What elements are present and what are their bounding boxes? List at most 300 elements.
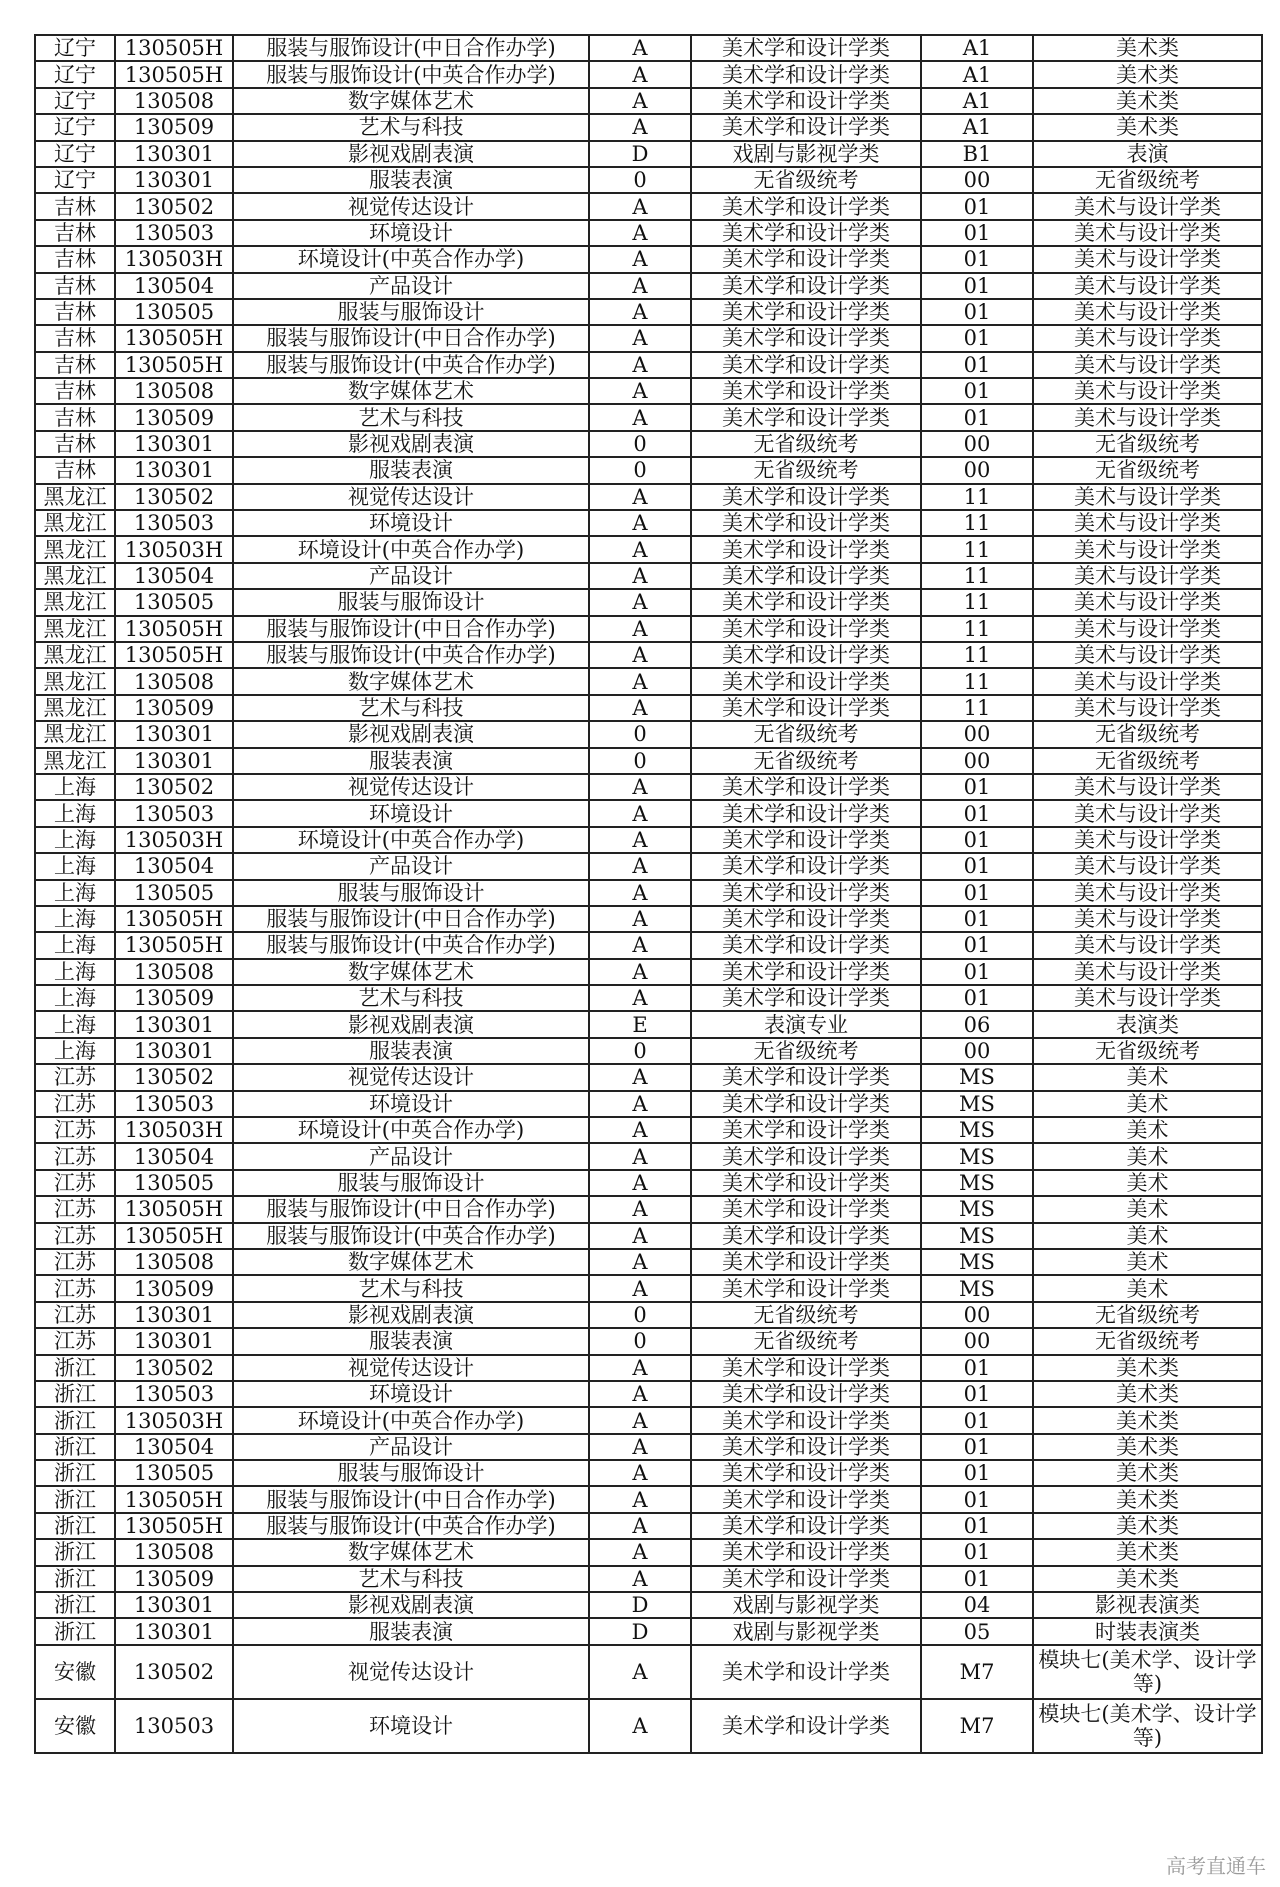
major-code-cell: 130505H [115, 642, 233, 668]
exam-category-cell: 戏剧与影视学类 [691, 141, 921, 167]
category-name-cell: 无省级统考 [1033, 431, 1262, 457]
table-row [35, 616, 1262, 642]
province-cell: 上海 [35, 932, 115, 958]
province-cell: 辽宁 [35, 61, 115, 87]
province-cell: 吉林 [35, 299, 115, 325]
major-code-cell: 130301 [115, 1618, 233, 1644]
category-name-cell: 美术与设计学类 [1033, 352, 1262, 378]
exam-type-cell: A [589, 1566, 691, 1592]
category-name-cell: 美术类 [1033, 1355, 1262, 1381]
category-name-cell: 美术与设计学类 [1033, 695, 1262, 721]
major-code-cell: 130505H [115, 325, 233, 351]
exam-type-cell: A [589, 1196, 691, 1222]
category-code-cell: 11 [921, 668, 1033, 694]
exam-category-cell: 美术学和设计学类 [691, 959, 921, 985]
major-name-cell: 服装表演 [233, 1038, 589, 1064]
category-code-cell: MS [921, 1223, 1033, 1249]
major-code-cell: 130504 [115, 853, 233, 879]
exam-type-cell: A [589, 1275, 691, 1301]
table-row [35, 431, 1262, 457]
table-row [35, 1249, 1262, 1275]
major-code-cell: 130503H [115, 827, 233, 853]
major-name-cell: 服装与服饰设计(中日合作办学) [233, 906, 589, 932]
category-code-cell: 01 [921, 404, 1033, 430]
table-row [35, 1699, 1262, 1753]
major-code-cell: 130503 [115, 510, 233, 536]
major-code-cell: 130508 [115, 1539, 233, 1565]
exam-type-cell: A [589, 510, 691, 536]
category-code-cell: 00 [921, 1328, 1033, 1354]
table-row [35, 906, 1262, 932]
category-name-cell: 美术 [1033, 1091, 1262, 1117]
exam-type-cell: A [589, 932, 691, 958]
exam-type-cell: A [589, 959, 691, 985]
major-name-cell: 视觉传达设计 [233, 1064, 589, 1090]
category-code-cell: 11 [921, 563, 1033, 589]
table-row [35, 510, 1262, 536]
category-code-cell: 00 [921, 1038, 1033, 1064]
exam-type-cell: A [589, 827, 691, 853]
major-name-cell: 服装表演 [233, 748, 589, 774]
major-code-cell: 130505 [115, 1460, 233, 1486]
exam-category-cell: 美术学和设计学类 [691, 1460, 921, 1486]
exam-type-cell: A [589, 1249, 691, 1275]
table-body [35, 35, 1262, 1753]
table-row [35, 827, 1262, 853]
major-code-cell: 130504 [115, 273, 233, 299]
category-code-cell: 01 [921, 1434, 1033, 1460]
major-code-cell: 130301 [115, 721, 233, 747]
province-cell: 安徽 [35, 1699, 115, 1753]
province-cell: 辽宁 [35, 141, 115, 167]
exam-category-cell: 美术学和设计学类 [691, 1699, 921, 1753]
major-name-cell: 视觉传达设计 [233, 193, 589, 219]
major-name-cell: 环境设计 [233, 1381, 589, 1407]
table-row [35, 800, 1262, 826]
province-cell: 黑龙江 [35, 642, 115, 668]
exam-type-cell: E [589, 1011, 691, 1037]
category-name-cell: 表演 [1033, 141, 1262, 167]
exam-category-cell: 美术学和设计学类 [691, 273, 921, 299]
table-row [35, 220, 1262, 246]
exam-type-cell: A [589, 193, 691, 219]
major-name-cell: 环境设计 [233, 220, 589, 246]
exam-type-cell: A [589, 536, 691, 562]
major-name-cell: 服装与服饰设计 [233, 299, 589, 325]
major-name-cell: 数字媒体艺术 [233, 668, 589, 694]
category-name-cell: 无省级统考 [1033, 721, 1262, 747]
category-name-cell: 美术 [1033, 1064, 1262, 1090]
category-code-cell: 01 [921, 1539, 1033, 1565]
table-row [35, 589, 1262, 615]
table-row [35, 1038, 1262, 1064]
exam-category-cell: 美术学和设计学类 [691, 906, 921, 932]
category-code-cell: B1 [921, 141, 1033, 167]
category-code-cell: 04 [921, 1592, 1033, 1618]
major-name-cell: 影视戏剧表演 [233, 141, 589, 167]
major-code-cell: 130505H [115, 906, 233, 932]
exam-type-cell: D [589, 1592, 691, 1618]
major-code-cell: 130301 [115, 141, 233, 167]
table-row [35, 1091, 1262, 1117]
table-row [35, 1170, 1262, 1196]
major-code-cell: 130503H [115, 246, 233, 272]
category-name-cell: 表演类 [1033, 1011, 1262, 1037]
major-code-cell: 130503 [115, 1381, 233, 1407]
major-name-cell: 服装与服饰设计(中日合作办学) [233, 325, 589, 351]
major-code-cell: 130505 [115, 880, 233, 906]
category-name-cell: 美术与设计学类 [1033, 853, 1262, 879]
table-row [35, 1645, 1262, 1699]
exam-category-cell: 美术学和设计学类 [691, 1117, 921, 1143]
province-cell: 安徽 [35, 1645, 115, 1699]
category-code-cell: 01 [921, 193, 1033, 219]
table-row [35, 141, 1262, 167]
province-cell: 浙江 [35, 1539, 115, 1565]
province-cell: 上海 [35, 906, 115, 932]
exam-category-cell: 美术学和设计学类 [691, 88, 921, 114]
province-cell: 江苏 [35, 1275, 115, 1301]
exam-type-cell: A [589, 1223, 691, 1249]
major-name-cell: 服装与服饰设计(中日合作办学) [233, 616, 589, 642]
table-row [35, 404, 1262, 430]
table-row [35, 853, 1262, 879]
category-code-cell: M7 [921, 1645, 1033, 1699]
exam-type-cell: A [589, 1170, 691, 1196]
category-name-cell: 美术与设计学类 [1033, 536, 1262, 562]
major-code-cell: 130301 [115, 167, 233, 193]
table-row [35, 1460, 1262, 1486]
major-code-cell: 130505H [115, 616, 233, 642]
exam-category-cell: 无省级统考 [691, 1038, 921, 1064]
category-name-cell: 美术与设计学类 [1033, 985, 1262, 1011]
province-cell: 上海 [35, 959, 115, 985]
exam-type-cell: D [589, 1618, 691, 1644]
exam-type-cell: A [589, 616, 691, 642]
major-name-cell: 服装表演 [233, 1618, 589, 1644]
category-name-cell: 美术与设计学类 [1033, 774, 1262, 800]
category-code-cell: A1 [921, 61, 1033, 87]
province-cell: 浙江 [35, 1407, 115, 1433]
major-code-cell: 130503H [115, 1407, 233, 1433]
table-row [35, 352, 1262, 378]
major-name-cell: 环境设计 [233, 1091, 589, 1117]
watermark: 高考直通车 [1166, 1854, 1266, 1878]
province-cell: 江苏 [35, 1328, 115, 1354]
category-name-cell: 美术与设计学类 [1033, 827, 1262, 853]
exam-type-cell: A [589, 774, 691, 800]
category-code-cell: 01 [921, 299, 1033, 325]
exam-category-cell: 美术学和设计学类 [691, 853, 921, 879]
major-name-cell: 环境设计(中英合作办学) [233, 246, 589, 272]
province-cell: 江苏 [35, 1170, 115, 1196]
table-row [35, 273, 1262, 299]
exam-category-cell: 美术学和设计学类 [691, 1513, 921, 1539]
table-row [35, 1223, 1262, 1249]
province-cell: 黑龙江 [35, 668, 115, 694]
major-code-cell: 130301 [115, 457, 233, 483]
category-code-cell: A1 [921, 114, 1033, 140]
province-cell: 吉林 [35, 325, 115, 351]
exam-type-cell: 0 [589, 167, 691, 193]
exam-category-cell: 美术学和设计学类 [691, 35, 921, 61]
exam-type-cell: A [589, 1117, 691, 1143]
table-row [35, 114, 1262, 140]
category-name-cell: 时装表演类 [1033, 1618, 1262, 1644]
major-name-cell: 环境设计(中英合作办学) [233, 1407, 589, 1433]
category-name-cell: 美术与设计学类 [1033, 616, 1262, 642]
category-code-cell: 11 [921, 616, 1033, 642]
category-code-cell: 01 [921, 906, 1033, 932]
major-name-cell: 环境设计(中英合作办学) [233, 827, 589, 853]
exam-type-cell: A [589, 1699, 691, 1753]
category-name-cell: 美术 [1033, 1143, 1262, 1169]
category-name-cell: 美术与设计学类 [1033, 246, 1262, 272]
category-name-cell: 美术与设计学类 [1033, 193, 1262, 219]
exam-type-cell: A [589, 1539, 691, 1565]
table-row [35, 193, 1262, 219]
major-name-cell: 服装与服饰设计 [233, 1170, 589, 1196]
category-code-cell: 01 [921, 774, 1033, 800]
major-code-cell: 130301 [115, 1302, 233, 1328]
major-code-cell: 130505 [115, 1170, 233, 1196]
major-name-cell: 数字媒体艺术 [233, 88, 589, 114]
category-code-cell: 01 [921, 1407, 1033, 1433]
major-code-cell: 130505H [115, 1513, 233, 1539]
table-row [35, 695, 1262, 721]
major-code-cell: 130508 [115, 1249, 233, 1275]
table-row [35, 880, 1262, 906]
category-name-cell: 无省级统考 [1033, 1302, 1262, 1328]
category-code-cell: MS [921, 1170, 1033, 1196]
category-code-cell: 00 [921, 167, 1033, 193]
exam-type-cell: A [589, 1486, 691, 1512]
major-code-cell: 130509 [115, 114, 233, 140]
category-name-cell: 美术类 [1033, 1460, 1262, 1486]
exam-category-cell: 美术学和设计学类 [691, 695, 921, 721]
exam-category-cell: 美术学和设计学类 [691, 616, 921, 642]
table-row [35, 1539, 1262, 1565]
province-cell: 江苏 [35, 1249, 115, 1275]
category-code-cell: MS [921, 1249, 1033, 1275]
exam-category-cell: 美术学和设计学类 [691, 774, 921, 800]
exam-category-cell: 美术学和设计学类 [691, 1381, 921, 1407]
table-row [35, 774, 1262, 800]
major-code-cell: 130301 [115, 431, 233, 457]
exam-type-cell: A [589, 1434, 691, 1460]
table-row [35, 748, 1262, 774]
major-code-cell: 130505H [115, 61, 233, 87]
table-row [35, 1381, 1262, 1407]
major-name-cell: 艺术与科技 [233, 404, 589, 430]
table-row [35, 325, 1262, 351]
table-row [35, 563, 1262, 589]
major-code-cell: 130301 [115, 1038, 233, 1064]
major-code-cell: 130301 [115, 1328, 233, 1354]
category-code-cell: 01 [921, 1486, 1033, 1512]
province-cell: 浙江 [35, 1381, 115, 1407]
province-cell: 浙江 [35, 1460, 115, 1486]
major-code-cell: 130505H [115, 932, 233, 958]
exam-type-cell: A [589, 1381, 691, 1407]
exam-type-cell: A [589, 61, 691, 87]
category-code-cell: 05 [921, 1618, 1033, 1644]
exam-category-cell: 美术学和设计学类 [691, 246, 921, 272]
table-row [35, 1011, 1262, 1037]
major-name-cell: 影视戏剧表演 [233, 1592, 589, 1618]
major-name-cell: 数字媒体艺术 [233, 1249, 589, 1275]
exam-category-cell: 无省级统考 [691, 431, 921, 457]
exam-category-cell: 美术学和设计学类 [691, 325, 921, 351]
table-row [35, 721, 1262, 747]
exam-category-cell: 美术学和设计学类 [691, 985, 921, 1011]
table-row [35, 959, 1262, 985]
exam-category-cell: 美术学和设计学类 [691, 589, 921, 615]
exam-category-cell: 美术学和设计学类 [691, 484, 921, 510]
major-code-cell: 130508 [115, 959, 233, 985]
category-name-cell: 美术类 [1033, 1381, 1262, 1407]
major-name-cell: 数字媒体艺术 [233, 959, 589, 985]
category-code-cell: 01 [921, 985, 1033, 1011]
province-cell: 江苏 [35, 1302, 115, 1328]
major-name-cell: 服装与服饰设计(中英合作办学) [233, 1513, 589, 1539]
exam-category-cell: 美术学和设计学类 [691, 1223, 921, 1249]
exam-category-cell: 美术学和设计学类 [691, 114, 921, 140]
major-name-cell: 服装表演 [233, 167, 589, 193]
exam-type-cell: A [589, 114, 691, 140]
category-name-cell: 美术与设计学类 [1033, 668, 1262, 694]
province-cell: 上海 [35, 1038, 115, 1064]
category-code-cell: 06 [921, 1011, 1033, 1037]
category-name-cell: 美术与设计学类 [1033, 299, 1262, 325]
major-name-cell: 数字媒体艺术 [233, 1539, 589, 1565]
exam-type-cell: A [589, 246, 691, 272]
category-name-cell: 美术类 [1033, 61, 1262, 87]
major-name-cell: 产品设计 [233, 853, 589, 879]
major-name-cell: 服装与服饰设计(中日合作办学) [233, 35, 589, 61]
exam-type-cell: A [589, 906, 691, 932]
category-code-cell: 01 [921, 246, 1033, 272]
exam-category-cell: 美术学和设计学类 [691, 1407, 921, 1433]
table-row [35, 1407, 1262, 1433]
major-name-cell: 艺术与科技 [233, 985, 589, 1011]
category-name-cell: 美术 [1033, 1223, 1262, 1249]
exam-type-cell: A [589, 563, 691, 589]
category-code-cell: 01 [921, 378, 1033, 404]
province-cell: 浙江 [35, 1566, 115, 1592]
table-row [35, 1592, 1262, 1618]
exam-category-cell: 美术学和设计学类 [691, 827, 921, 853]
exam-category-cell: 美术学和设计学类 [691, 563, 921, 589]
exam-category-cell: 美术学和设计学类 [691, 1143, 921, 1169]
exam-category-cell: 美术学和设计学类 [691, 1275, 921, 1301]
exam-category-cell: 美术学和设计学类 [691, 1249, 921, 1275]
category-name-cell: 美术与设计学类 [1033, 800, 1262, 826]
category-name-cell: 无省级统考 [1033, 167, 1262, 193]
category-name-cell: 模块七(美术学、设计学等) [1033, 1645, 1262, 1699]
exam-category-cell: 戏剧与影视学类 [691, 1618, 921, 1644]
major-name-cell: 艺术与科技 [233, 1566, 589, 1592]
category-name-cell: 美术与设计学类 [1033, 642, 1262, 668]
major-code-cell: 130502 [115, 1064, 233, 1090]
table-row [35, 1434, 1262, 1460]
table-row [35, 299, 1262, 325]
exam-type-cell: A [589, 35, 691, 61]
table-row [35, 642, 1262, 668]
table-row [35, 1064, 1262, 1090]
major-name-cell: 服装与服饰设计(中英合作办学) [233, 932, 589, 958]
category-name-cell: 美术 [1033, 1117, 1262, 1143]
exam-category-cell: 美术学和设计学类 [691, 1486, 921, 1512]
category-name-cell: 美术与设计学类 [1033, 510, 1262, 536]
province-cell: 黑龙江 [35, 616, 115, 642]
category-code-cell: 01 [921, 220, 1033, 246]
category-name-cell: 美术 [1033, 1249, 1262, 1275]
exam-type-cell: A [589, 273, 691, 299]
province-cell: 黑龙江 [35, 721, 115, 747]
category-name-cell: 无省级统考 [1033, 1328, 1262, 1354]
exam-type-cell: A [589, 325, 691, 351]
exam-category-cell: 无省级统考 [691, 457, 921, 483]
province-cell: 黑龙江 [35, 536, 115, 562]
exam-type-cell: A [589, 299, 691, 325]
major-name-cell: 影视戏剧表演 [233, 431, 589, 457]
exam-type-cell: A [589, 1355, 691, 1381]
category-code-cell: A1 [921, 35, 1033, 61]
major-name-cell: 服装与服饰设计(中日合作办学) [233, 1196, 589, 1222]
major-code-cell: 130508 [115, 378, 233, 404]
exam-category-cell: 美术学和设计学类 [691, 299, 921, 325]
category-code-cell: M7 [921, 1699, 1033, 1753]
major-name-cell: 影视戏剧表演 [233, 721, 589, 747]
major-code-cell: 130301 [115, 748, 233, 774]
province-cell: 吉林 [35, 246, 115, 272]
category-name-cell: 美术与设计学类 [1033, 932, 1262, 958]
major-code-cell: 130301 [115, 1011, 233, 1037]
province-cell: 黑龙江 [35, 484, 115, 510]
province-cell: 辽宁 [35, 35, 115, 61]
major-name-cell: 环境设计 [233, 1699, 589, 1753]
major-name-cell: 产品设计 [233, 273, 589, 299]
table-row [35, 457, 1262, 483]
category-code-cell: A1 [921, 88, 1033, 114]
exam-type-cell: A [589, 404, 691, 430]
exam-category-cell: 美术学和设计学类 [691, 352, 921, 378]
table-row [35, 668, 1262, 694]
table-row [35, 1275, 1262, 1301]
province-cell: 江苏 [35, 1117, 115, 1143]
exam-category-cell: 美术学和设计学类 [691, 404, 921, 430]
major-code-cell: 130504 [115, 1434, 233, 1460]
province-cell: 辽宁 [35, 88, 115, 114]
exam-type-cell: 0 [589, 721, 691, 747]
exam-type-cell: A [589, 1091, 691, 1117]
major-code-cell: 130301 [115, 1592, 233, 1618]
exam-type-cell: A [589, 589, 691, 615]
category-name-cell: 美术与设计学类 [1033, 880, 1262, 906]
category-code-cell: 01 [921, 853, 1033, 879]
category-name-cell: 美术类 [1033, 1539, 1262, 1565]
category-name-cell: 美术与设计学类 [1033, 484, 1262, 510]
exam-type-cell: A [589, 378, 691, 404]
province-cell: 吉林 [35, 378, 115, 404]
exam-category-cell: 美术学和设计学类 [691, 220, 921, 246]
category-code-cell: 01 [921, 1566, 1033, 1592]
major-code-cell: 130502 [115, 484, 233, 510]
exam-type-cell: A [589, 985, 691, 1011]
exam-category-cell: 美术学和设计学类 [691, 510, 921, 536]
category-code-cell: MS [921, 1275, 1033, 1301]
